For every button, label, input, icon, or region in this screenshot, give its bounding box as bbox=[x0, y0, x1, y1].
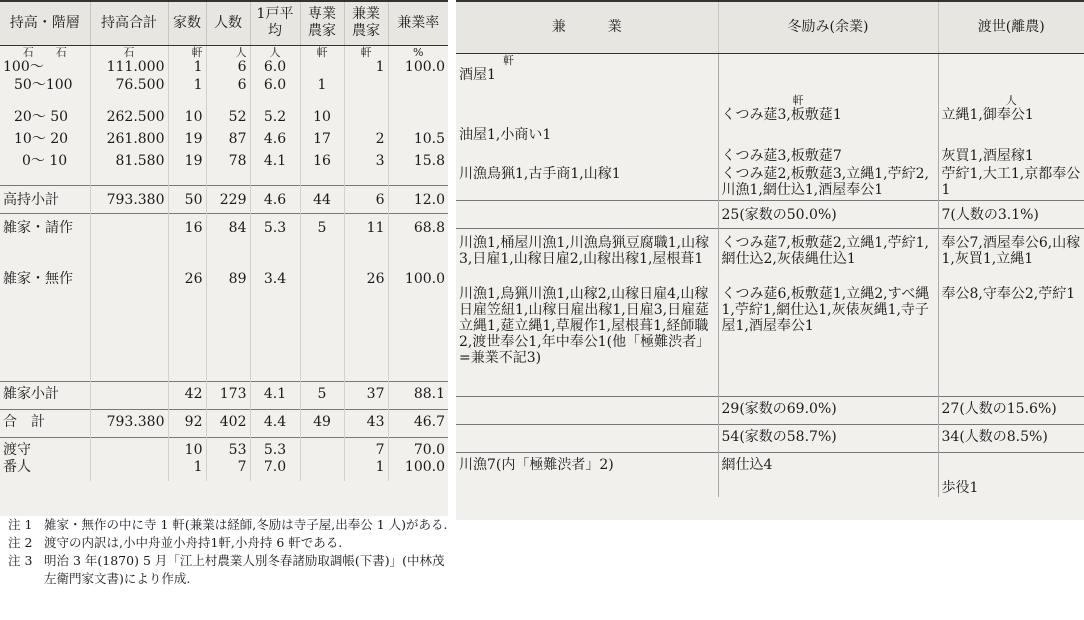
fuyugemi-cell bbox=[718, 474, 938, 497]
table-row bbox=[456, 228, 1084, 286]
cell-people: 402 bbox=[206, 409, 250, 437]
cell-total: 76.500 bbox=[90, 77, 168, 109]
cell-rate: 100.0 bbox=[404, 459, 445, 475]
cell-avg: 7.0 bbox=[250, 459, 300, 481]
cell-people: 53 bbox=[206, 437, 250, 459]
cell-people: 89 bbox=[206, 271, 250, 381]
subtotal-row bbox=[0, 185, 448, 213]
cell-rate: 88.1 bbox=[388, 381, 448, 409]
table-row bbox=[456, 474, 1084, 497]
row-label: 番人 bbox=[0, 459, 90, 481]
kengyo-cell bbox=[456, 53, 718, 107]
cell-people: 84 bbox=[206, 213, 250, 271]
cell-total: 111.000 bbox=[90, 59, 168, 77]
cell-part bbox=[344, 77, 388, 109]
row-label: 雑家・無作 bbox=[0, 271, 90, 381]
cell-people: 87 bbox=[206, 131, 250, 153]
cell-rate bbox=[388, 77, 448, 109]
cell-part bbox=[344, 109, 388, 131]
footnote-label: 注 1 bbox=[8, 517, 33, 532]
unit-label: 軒 bbox=[503, 53, 514, 67]
cell-full: 10 bbox=[300, 109, 344, 131]
cell-avg: 3.4 bbox=[250, 271, 300, 381]
right-table-panel bbox=[456, 0, 1084, 520]
row-label: 10〜 20 bbox=[0, 131, 90, 153]
cell-people: 7 bbox=[206, 459, 250, 481]
fuyugemi-cell: くつみ莚3,板敷莚1 bbox=[718, 107, 938, 144]
cell-total: 81.580 bbox=[90, 153, 168, 185]
footnote-text: 明治 3 年(1870) 5 月「江上村農業人別冬春諸励取調帳(下書)」(中林茂左衛門家文書)により作成. bbox=[44, 553, 445, 586]
footnote bbox=[0, 534, 456, 552]
cell-rate: 100.0 bbox=[404, 271, 445, 287]
kengyo-cell: 川漁7(内「極難渋者」2) bbox=[456, 452, 718, 474]
cell-avg: 4.1 bbox=[250, 153, 300, 185]
cell-houses: 26 bbox=[168, 271, 206, 381]
cell-total bbox=[90, 213, 168, 271]
cell-houses: 42 bbox=[168, 381, 206, 409]
footnote-text: 雑家・無作の中に寺 1 軒(兼業は経師,冬励は寺子屋,出奉公 1 人)がある. bbox=[44, 517, 448, 532]
unit-label: 人 bbox=[1005, 94, 1017, 107]
cell-part: 7 bbox=[344, 437, 388, 459]
cell-avg: 5.3 bbox=[250, 437, 300, 459]
cell-avg: 4.1 bbox=[250, 381, 300, 409]
cell-rate bbox=[388, 109, 448, 131]
table-row bbox=[0, 437, 448, 459]
row-label: 100〜 bbox=[0, 59, 90, 77]
right-header-row bbox=[456, 1, 1084, 53]
cell-part: 26 bbox=[344, 271, 388, 381]
footnote bbox=[0, 516, 456, 534]
unit-label: 人 bbox=[250, 45, 300, 59]
tosei-cell: 歩役1 bbox=[941, 480, 979, 496]
cell-full: 5 bbox=[300, 213, 344, 271]
cell-total bbox=[90, 437, 168, 459]
unit-label: 軒 bbox=[168, 45, 206, 59]
cell-avg: 4.6 bbox=[250, 185, 300, 213]
cell-part: 3 bbox=[344, 153, 388, 185]
table-row bbox=[456, 166, 1084, 200]
table-row bbox=[0, 153, 448, 185]
tosei-cell: 立縄1,御奉公1 bbox=[941, 107, 1034, 123]
cell-houses: 10 bbox=[168, 437, 206, 459]
fuyugemi-cell: 網仕込4 bbox=[718, 452, 938, 474]
cell-full: 5 bbox=[300, 381, 344, 409]
fuyugemi-cell: 29(家数の69.0%) bbox=[718, 396, 938, 424]
kengyo-cell: 川漁1,桶屋川漁1,川漁鳥猟豆腐職1,山稼3,日雇1,山稼日雇2,山稼出稼1,屋根葺1 bbox=[456, 228, 718, 286]
cell-part: 2 bbox=[344, 131, 388, 153]
row-label: 渡守 bbox=[0, 437, 90, 459]
cell-part: 11 bbox=[344, 213, 388, 271]
col-header: 人数 bbox=[206, 1, 250, 45]
cell-part: 1 bbox=[344, 459, 388, 481]
cell-avg: 5.3 bbox=[250, 213, 300, 271]
footnote-text: 渡守の内訳は,小中舟並小舟持1軒,小舟持 6 軒である. bbox=[44, 535, 343, 550]
table-row bbox=[0, 271, 448, 381]
cell-avg: 4.6 bbox=[250, 131, 300, 153]
total-row bbox=[0, 409, 448, 437]
right-table bbox=[456, 0, 1084, 497]
cell-rate: 12.0 bbox=[388, 185, 448, 213]
kengyo-cell bbox=[456, 144, 718, 166]
fuyugemi-cell bbox=[718, 53, 938, 107]
row-label: 雑家小計 bbox=[0, 381, 90, 409]
tosei-cell bbox=[938, 53, 1084, 107]
table-row bbox=[456, 107, 1084, 144]
cell-houses: 19 bbox=[168, 153, 206, 185]
cell-total bbox=[90, 381, 168, 409]
col-header-fuyugemi: 冬励み(余業) bbox=[718, 1, 938, 53]
cell-people: 6 bbox=[206, 59, 250, 77]
cell-houses: 92 bbox=[168, 409, 206, 437]
cell-rate: 68.8 bbox=[388, 213, 448, 271]
cell-houses: 16 bbox=[168, 213, 206, 271]
footnotes bbox=[0, 516, 456, 588]
cell-rate: 46.7 bbox=[388, 409, 448, 437]
col-header: 持高合計 bbox=[90, 1, 168, 45]
cell-total bbox=[90, 459, 168, 481]
cell-full bbox=[300, 437, 344, 459]
tosei-cell: 奉公7,酒屋奉公6,山稼1,灰買1,立縄1 bbox=[938, 228, 1084, 286]
cell-houses: 50 bbox=[168, 185, 206, 213]
tosei-cell: 7(人数の3.1%) bbox=[938, 200, 1084, 228]
table-row bbox=[0, 459, 448, 481]
row-label: 高持小計 bbox=[0, 185, 90, 213]
kengyo-cell bbox=[456, 200, 718, 228]
cell-full: 49 bbox=[300, 409, 344, 437]
cell-people: 173 bbox=[206, 381, 250, 409]
unit-label: 人 bbox=[206, 45, 250, 59]
cell-people: 6 bbox=[206, 77, 250, 109]
cell-part: 6 bbox=[344, 185, 388, 213]
left-table-panel bbox=[0, 0, 448, 520]
cell-full bbox=[300, 59, 344, 77]
unit-label: 軒 bbox=[344, 45, 388, 59]
col-header: 持高・階層 bbox=[0, 1, 90, 45]
col-header: 家数 bbox=[168, 1, 206, 45]
footnote-label: 注 2 bbox=[8, 535, 33, 550]
cell-people: 78 bbox=[206, 153, 250, 185]
row-label: 50〜100 bbox=[0, 77, 90, 109]
row-label: 合 計 bbox=[0, 409, 90, 437]
cell-people: 229 bbox=[206, 185, 250, 213]
row-label: 0〜 10 bbox=[0, 153, 90, 185]
cell-avg: 4.4 bbox=[250, 409, 300, 437]
col-header: 兼業農家 bbox=[344, 1, 388, 45]
kengyo-cell: 川漁鳥猟1,古手商1,山稼1 bbox=[456, 166, 718, 200]
col-header: 専業農家 bbox=[300, 1, 344, 45]
subtotal-row bbox=[456, 200, 1084, 228]
fuyugemi-cell: 54(家数の58.7%) bbox=[718, 424, 938, 452]
cell-total: 262.500 bbox=[90, 109, 168, 131]
kengyo-text: 酒屋1 bbox=[459, 66, 496, 83]
row-label: 雑家・請作 bbox=[0, 213, 90, 271]
tosei-cell: 27(人数の15.6%) bbox=[938, 396, 1084, 424]
tosei-cell: 奉公8,守奉公2,苧紵1 bbox=[941, 286, 1076, 302]
table-row bbox=[456, 286, 1084, 396]
fuyugemi-cell: くつみ莚7,板敷莚2,立縄1,苧紵1,網仕込2,灰俵縄仕込1 bbox=[718, 228, 938, 286]
kengyo-cell bbox=[456, 474, 718, 497]
table-row bbox=[0, 59, 448, 77]
table-row bbox=[0, 213, 448, 271]
cell-full: 1 bbox=[300, 77, 344, 109]
col-header: 1戸平均 bbox=[250, 1, 300, 45]
cell-rate: 15.8 bbox=[413, 153, 445, 169]
cell-houses: 10 bbox=[168, 109, 206, 131]
kengyo-cell bbox=[456, 424, 718, 452]
cell-houses: 1 bbox=[168, 459, 206, 481]
footnote bbox=[0, 552, 456, 588]
fuyugemi-cell: 25(家数の50.0%) bbox=[718, 200, 938, 228]
unit-label: % bbox=[413, 45, 424, 59]
kengyo-cell: 川漁1,鳥猟川漁1,山稼2,山稼日雇4,山稼日雇笠紐1,山稼日雇出稼1,日雇3,日雇莚立縄1,莚立縄1,草履作1,屋根葺1,経師職2,渡世奉公1,年中奉公1(他「極難渋者」=兼業不記3) bbox=[456, 286, 718, 396]
fuyugemi-cell: くつみ莚3,板敷莚7 bbox=[718, 144, 938, 166]
col-header-kengyo: 兼 業 bbox=[456, 1, 718, 53]
fuyugemi-cell: くつみ莚2,板敷莚3,立縄1,苧紵2,川漁1,網仕込1,酒屋奉公1 bbox=[718, 166, 938, 200]
cell-people: 52 bbox=[206, 109, 250, 131]
table-row bbox=[456, 53, 1084, 107]
col-header-tosei: 渡世(離農) bbox=[938, 1, 1084, 53]
cell-total: 793.380 bbox=[90, 409, 168, 437]
cell-full: 17 bbox=[300, 131, 344, 153]
table-row bbox=[0, 77, 448, 109]
subtotal-row bbox=[456, 396, 1084, 424]
cell-avg: 6.0 bbox=[250, 59, 300, 77]
cell-part: 37 bbox=[344, 381, 388, 409]
left-table bbox=[0, 0, 448, 481]
tosei-cell bbox=[938, 452, 1084, 474]
cell-full: 44 bbox=[300, 185, 344, 213]
kengyo-cell bbox=[456, 396, 718, 424]
table-row bbox=[456, 144, 1084, 166]
cell-rate: 100.0 bbox=[404, 59, 445, 75]
cell-houses: 19 bbox=[168, 131, 206, 153]
cell-avg: 5.2 bbox=[250, 109, 300, 131]
subtotal-row bbox=[0, 381, 448, 409]
tosei-cell: 苧紵1,大工1,京都奉公1 bbox=[941, 166, 1081, 198]
unit-label: 石 石 bbox=[0, 45, 90, 59]
total-row bbox=[456, 424, 1084, 452]
cell-avg: 6.0 bbox=[250, 77, 300, 109]
cell-total: 261.800 bbox=[90, 131, 168, 153]
cell-part: 1 bbox=[344, 59, 388, 77]
units-row bbox=[0, 45, 448, 59]
row-label: 20〜 50 bbox=[0, 109, 90, 131]
cell-rate: 70.0 bbox=[388, 437, 448, 459]
fuyugemi-cell: くつみ莚6,板敷莚1,立縄2,すべ縄1,苧紵1,網仕込1,灰俵灰縄1,寺子屋1,酒屋奉公1 bbox=[718, 286, 938, 396]
kengyo-cell: 油屋1,小商い1 bbox=[456, 107, 718, 144]
cell-full: 16 bbox=[300, 153, 344, 185]
unit-label: 軒 bbox=[300, 45, 344, 59]
unit-label: 石 bbox=[90, 45, 168, 59]
cell-part: 43 bbox=[344, 409, 388, 437]
left-header-row bbox=[0, 1, 448, 45]
cell-full bbox=[300, 459, 344, 481]
cell-rate: 10.5 bbox=[413, 131, 445, 147]
cell-houses: 1 bbox=[168, 59, 206, 77]
table-row bbox=[456, 452, 1084, 474]
tosei-cell: 灰買1,酒屋稼1 bbox=[941, 148, 1034, 164]
col-header: 兼業率 bbox=[388, 1, 448, 45]
table-row bbox=[0, 109, 448, 131]
tosei-cell: 34(人数の8.5%) bbox=[938, 424, 1084, 452]
cell-total: 793.380 bbox=[90, 185, 168, 213]
cell-full bbox=[300, 271, 344, 381]
unit-label: 軒 bbox=[792, 94, 804, 107]
cell-total bbox=[90, 271, 168, 381]
footnote-label: 注 3 bbox=[8, 553, 33, 568]
cell-houses: 1 bbox=[168, 77, 206, 109]
table-row bbox=[0, 131, 448, 153]
